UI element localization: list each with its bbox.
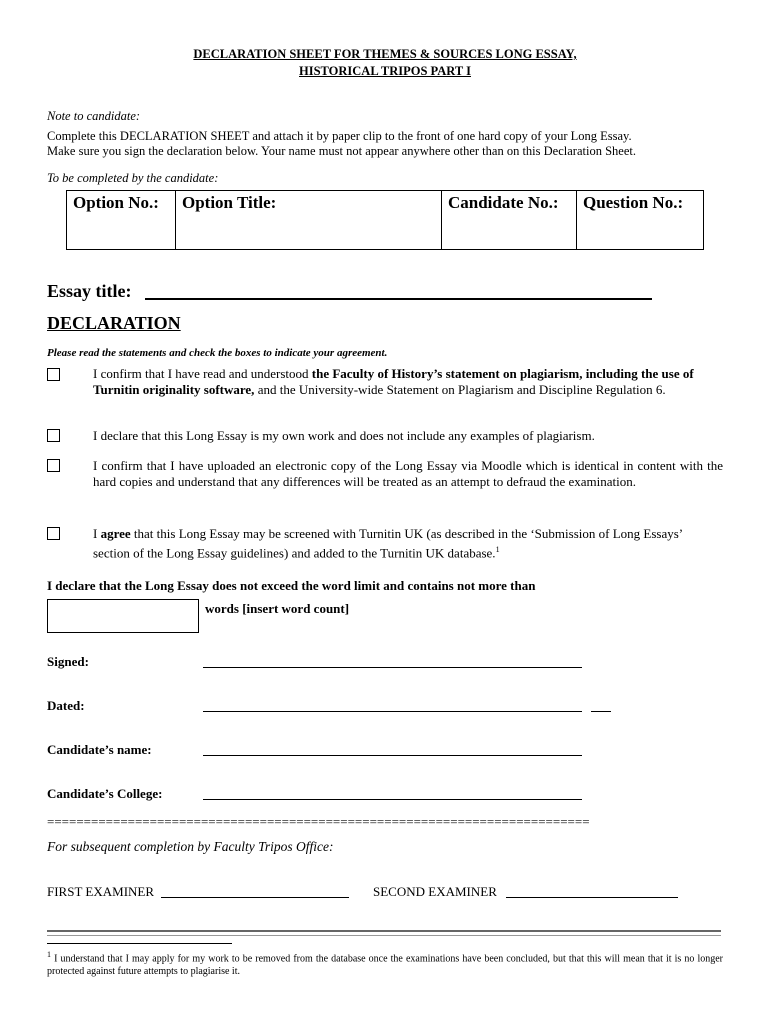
question-no-label: Question No.: (583, 193, 684, 212)
footnote (47, 948, 723, 978)
statement-4-bold: agree (100, 526, 131, 541)
declaration-instruction: Please read the statements and check the boxes to indicate your agreement. (47, 347, 388, 359)
statement-2-checkbox[interactable] (47, 429, 60, 442)
double-rule (47, 930, 721, 936)
dated-field[interactable] (203, 711, 582, 712)
word-count-suffix: words [insert word count] (205, 601, 350, 616)
statement-4 (93, 526, 718, 561)
candidate-name-label: Candidate’s name: (47, 742, 152, 757)
candidate-college-label: Candidate’s College: (47, 786, 163, 801)
footnote-text: I understand that I may apply for my work to be removed from the database once the examinations have been concluded, but that this will mean that it is no longer protected against future attempts to plagiarise it. (47, 953, 723, 978)
note-heading: Note to candidate: (47, 109, 141, 123)
office-heading: For subsequent completion by Faculty Tripos Office: (47, 839, 334, 854)
candidate-no-label: Candidate No.: (448, 193, 559, 212)
first-examiner-field[interactable] (161, 897, 349, 898)
candidate-info-table (66, 190, 704, 250)
signed-label: Signed: (47, 654, 89, 669)
option-no-cell[interactable] (67, 191, 176, 250)
dated-extra-line (591, 711, 611, 712)
statement-1-checkbox[interactable] (47, 368, 60, 381)
statement-1 (93, 366, 718, 398)
footnote-rule (47, 943, 232, 944)
option-title-cell[interactable] (176, 191, 442, 250)
statement-3: I confirm that I have uploaded an electronic copy of the Long Essay via Moodle which is identical in content with the hard copies and understand that any differences will be treated as an attempt to defraud the examination. (93, 458, 723, 489)
title-line-1: DECLARATION SHEET FOR THEMES & SOURCES LONG ESSAY, (193, 47, 577, 61)
statement-3-checkbox[interactable] (47, 459, 60, 472)
statement-4-post: that this Long Essay may be screened with Turnitin UK (as described in the ‘Submission of Long Essays’ section of the Long Essay guidelines) and added to the Turnitin UK database. (93, 526, 683, 561)
question-no-cell[interactable] (577, 191, 704, 250)
note-line-1: Complete this DECLARATION SHEET and attach it by paper clip to the front of one hard copy of your Long Essay. (47, 129, 632, 143)
second-examiner-field[interactable] (506, 897, 678, 898)
statement-4-pre: I (93, 526, 101, 541)
declaration-heading: DECLARATION (47, 313, 181, 333)
statement-1-post: and the University-wide Statement on Plagiarism and Discipline Regulation 6. (254, 382, 666, 397)
statement-2: I declare that this Long Essay is my own work and does not include any examples of plagiarism. (93, 428, 595, 443)
statement-4-checkbox[interactable] (47, 527, 60, 540)
footnote-ref: 1 (495, 545, 500, 554)
statement-1-pre: I confirm that I have read and understood (93, 366, 312, 381)
candidate-college-field[interactable] (203, 799, 582, 800)
candidate-name-field[interactable] (203, 755, 582, 756)
candidate-no-cell[interactable] (442, 191, 577, 250)
footnote-mark: 1 (47, 950, 51, 959)
word-limit-text: I declare that the Long Essay does not exceed the word limit and contains not more than (47, 578, 536, 593)
dated-label: Dated: (47, 698, 85, 713)
note-line-2: Make sure you sign the declaration below. Your name must not appear anywhere other than on this Declaration Sheet. (47, 144, 636, 158)
word-count-input[interactable] (47, 599, 199, 633)
title-line-2: HISTORICAL TRIPOS PART I (299, 64, 471, 78)
option-title-label: Option Title: (182, 193, 277, 212)
statement-1-bold: the Faculty of History’s statement on plagiarism, including the use of Turnitin originality software, (93, 366, 694, 397)
second-examiner-label: SECOND EXAMINER (373, 884, 497, 899)
separator: ========================================================================== (47, 814, 590, 829)
candidate-section-heading: To be completed by the candidate: (47, 171, 219, 185)
essay-title-label: Essay title: (47, 281, 132, 301)
signed-field[interactable] (203, 667, 582, 668)
essay-title-field[interactable] (145, 298, 652, 300)
option-no-label: Option No.: (73, 193, 159, 212)
first-examiner-label: FIRST EXAMINER (47, 884, 155, 899)
